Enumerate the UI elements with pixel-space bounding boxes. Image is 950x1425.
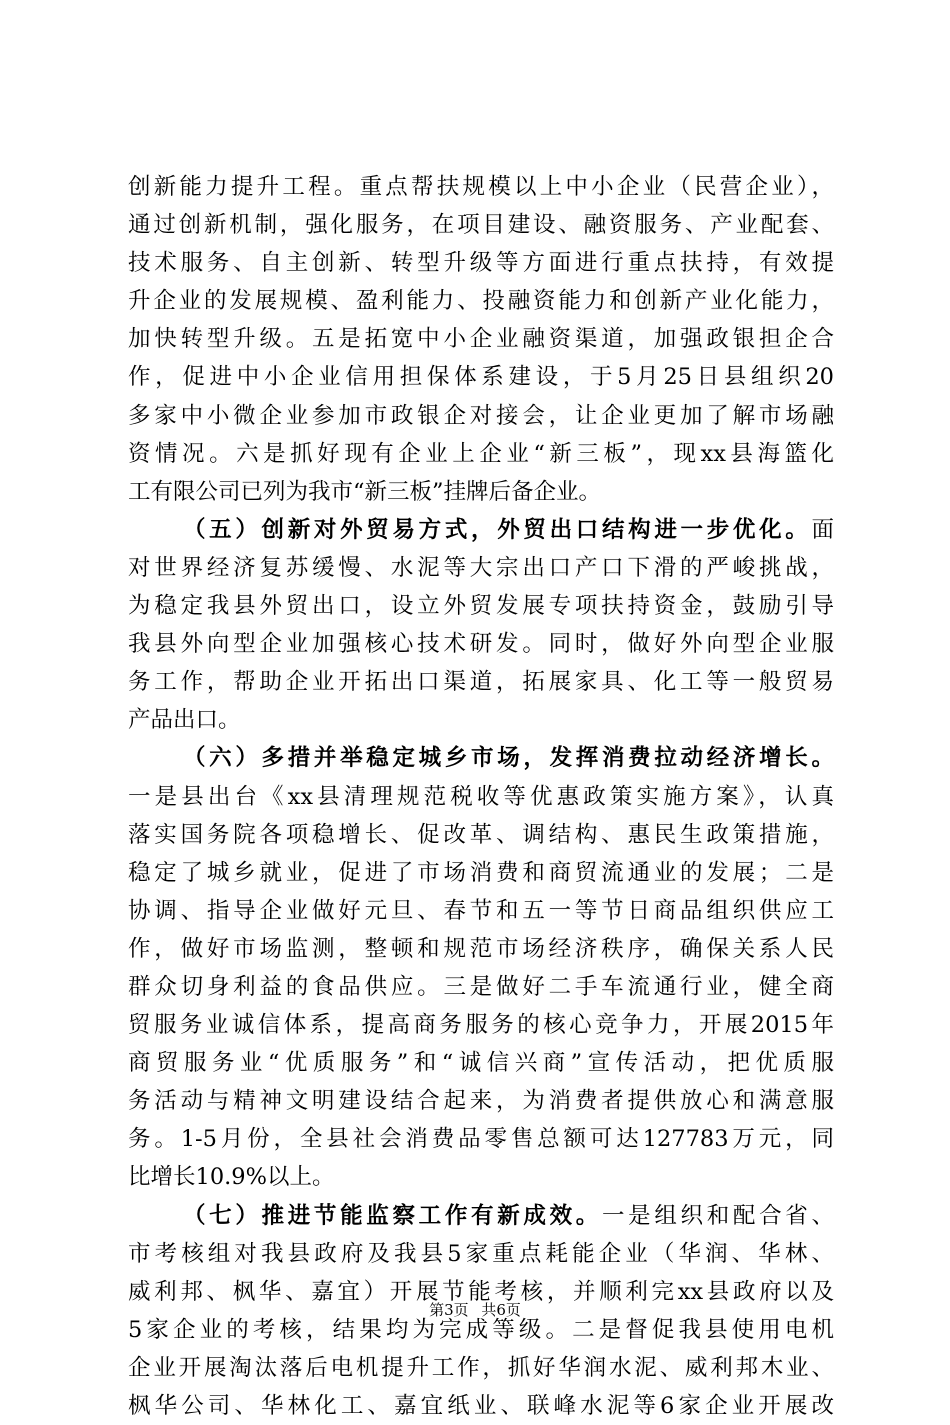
text-segment: 务活动与精神文明建设结合起来，为消费者提供放心和满意服 xyxy=(128,1088,834,1115)
text-line xyxy=(128,358,834,396)
text-segment: 技术服务、自主创新、转型升级等方面进行重点扶持，有效提 xyxy=(128,250,834,277)
text-segment: 我县外向型企业加强核心技术研发。同时，做好外向型企业服 xyxy=(128,631,834,658)
text-segment: 枫华公司、华林化工、嘉宜纸业、联峰水泥等6家企业开展改 xyxy=(128,1393,834,1419)
text-segment: 落实国务院各项稳增长、促改革、调结构、惠民生政策措施， xyxy=(128,821,834,848)
text-line xyxy=(128,1044,834,1082)
text-line xyxy=(128,168,834,206)
text-line xyxy=(128,587,834,625)
text-line xyxy=(128,282,834,320)
text-line xyxy=(128,435,834,473)
text-segment: 加快转型升级。五是拓宽中小企业融资渠道，加强政银担企合 xyxy=(128,326,834,353)
text-segment: 市考核组对我县政府及我县5家重点耗能企业（华润、华林、 xyxy=(128,1240,834,1267)
text-line xyxy=(128,244,834,282)
text-segment: 比增长10.9%以上。 xyxy=(128,1164,335,1191)
section-heading: （七）推进节能监察工作有新成效。 xyxy=(183,1202,602,1229)
text-line xyxy=(128,892,834,930)
text-segment: 为稳定我县外贸出口，设立外贸发展专项扶持资金，鼓励引导 xyxy=(128,593,834,620)
text-line xyxy=(128,1197,834,1235)
text-line xyxy=(128,206,834,244)
text-line xyxy=(128,930,834,968)
text-segment: 资情况。六是抓好现有企业上企业“新三板”，现xx县海篮化 xyxy=(128,440,834,467)
text-segment: 一是县出台《xx县清理规范税收等优惠政策实施方案》，认真 xyxy=(128,783,834,810)
text-segment: 创新能力提升工程。重点帮扶规模以上中小企业（民营企业）， xyxy=(128,174,834,200)
text-segment: 面 xyxy=(811,516,834,543)
text-line xyxy=(128,320,834,358)
text-line xyxy=(128,1082,834,1120)
text-segment: 作，做好市场监测，整顿和规范市场经济秩序，确保关系人民 xyxy=(128,935,834,962)
document-body xyxy=(128,168,834,1425)
text-line xyxy=(128,1006,834,1044)
text-segment: 5家企业的考核，结果均为完成等级。二是督促我县使用电机 xyxy=(128,1316,834,1343)
text-segment: 威利邦、枫华、嘉宜）开展节能考核，并顺利完xx县政府以及 xyxy=(128,1278,834,1305)
text-segment: 对世界经济复苏缓慢、水泥等大宗出口产口下滑的严峻挑战， xyxy=(128,554,834,581)
text-line xyxy=(128,701,834,739)
section-heading: （六）多措并举稳定城乡市场，发挥消费拉动经济增长。 xyxy=(183,745,834,772)
text-segment: 通过创新机制，强化服务，在项目建设、融资服务、产业配套、 xyxy=(128,212,834,239)
text-segment: 产品出口。 xyxy=(128,707,241,734)
text-line xyxy=(128,1349,834,1387)
text-line xyxy=(128,778,834,816)
page-total: 共6页 xyxy=(481,1301,521,1319)
text-segment: 升企业的发展规模、盈利能力、投融资能力和创新产业化能力， xyxy=(128,288,834,315)
text-segment: 协调、指导企业做好元旦、春节和五一等节日商品组织供应工 xyxy=(128,897,834,924)
text-segment: 企业开展淘汰落后电机提升工作，抓好华润水泥、威利邦木业、 xyxy=(128,1354,834,1381)
page-footer xyxy=(0,1300,950,1320)
text-line xyxy=(128,968,834,1006)
text-segment: 贸服务业诚信体系，提高商务服务的核心竞争力，开展2015年 xyxy=(128,1012,834,1039)
text-segment: 作，促进中小企业信用担保体系建设，于5月25日县组织20 xyxy=(128,364,834,391)
text-segment: 一是组织和配合省、 xyxy=(601,1202,834,1229)
text-line xyxy=(128,663,834,701)
text-line xyxy=(128,1387,834,1425)
text-line xyxy=(128,1235,834,1273)
text-segment: 工有限公司已列为我市“新三板”挂牌后备企业。 xyxy=(128,478,602,505)
text-segment: 商贸服务业“优质服务”和“诚信兴商”宣传活动，把优质服 xyxy=(128,1050,834,1077)
text-segment: 群众切身利益的食品供应。三是做好二手车流通行业，健全商 xyxy=(128,973,834,1000)
section-heading: （五）创新对外贸易方式，外贸出口结构进一步优化。 xyxy=(183,516,812,543)
text-line xyxy=(128,625,834,663)
text-line xyxy=(128,739,834,777)
text-line xyxy=(128,1120,834,1158)
text-line xyxy=(128,511,834,549)
text-segment: 稳定了城乡就业，促进了市场消费和商贸流通业的发展；二是 xyxy=(128,859,834,886)
text-segment: 务。1-5月份，全县社会消费品零售总额可达127783万元，同 xyxy=(128,1126,834,1153)
text-segment: 务工作，帮助企业开拓出口渠道，拓展家具、化工等一般贸易 xyxy=(128,669,834,696)
text-line xyxy=(128,854,834,892)
page-number: 第3页 xyxy=(429,1301,469,1319)
text-segment: 多家中小微企业参加市政银企对接会，让企业更加了解市场融 xyxy=(128,402,834,429)
text-line xyxy=(128,816,834,854)
text-line xyxy=(128,549,834,587)
text-line xyxy=(128,397,834,435)
text-line xyxy=(128,1158,834,1196)
text-line xyxy=(128,473,834,511)
